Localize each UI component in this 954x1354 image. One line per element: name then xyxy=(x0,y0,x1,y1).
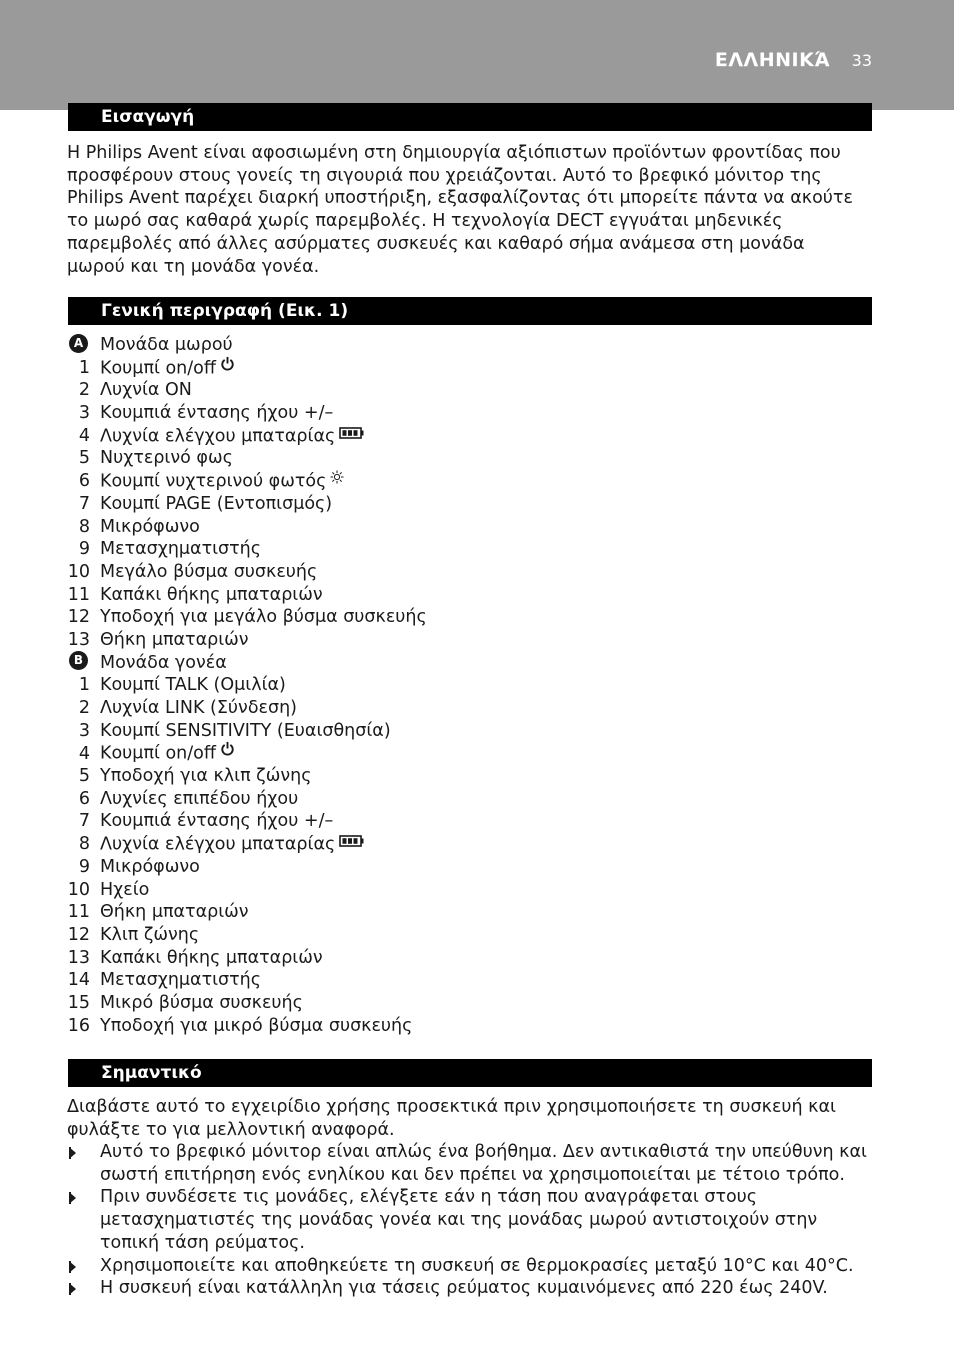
list-item: 13 Θήκη μπαταριών xyxy=(67,629,249,650)
list-item: 3 Κουμπί SENSITIVITY (Ευαισθησία) xyxy=(78,720,391,741)
group-label: Μονάδα γονέα xyxy=(100,652,227,673)
parts-list xyxy=(60,334,860,1037)
section-title: Γενική περιγραφή (Εικ. 1) xyxy=(101,301,349,321)
list-item: 3 Κουμπιά έντασης ήχου +/– xyxy=(78,403,334,424)
list-item: 7 Κουμπί PAGE (Εντοπισμός) xyxy=(78,493,333,514)
list-item: 2 Λυχνία LINK (Σύνδεση) xyxy=(78,698,298,718)
list-item: 4 Λυχνία ελέγχου μπαταρίας xyxy=(60,425,860,448)
list-item: 14 Μετασχηματιστής xyxy=(67,970,262,991)
list-item: 6 Λυχνίες επιπέδου ήχου xyxy=(78,788,299,809)
letter-badge: B xyxy=(69,651,88,670)
list-item: 11 Καπάκι θήκης μπαταριών xyxy=(67,584,323,605)
letter-badge: A xyxy=(69,334,88,353)
power-icon xyxy=(220,740,235,763)
bullet-item: Αυτό το βρεφικό μόνιτορ είναι απλώς ένα βοήθημα. Δεν αντικαθιστά την υπεύθυνη και σωστή επιτήρηση ενός ενηλίκου και δεν πρέπει να χρησιμοποιείται με τέτοιο τρόπο. xyxy=(67,1141,872,1186)
intro-paragraph: Η Philips Avent είναι αφοσιωμένη στη δημιουργία αξιόπιστων προϊόντων φροντίδας που προσφέρουν στους γονείς τη σιγουριά που χρειάζονται. Αυτό το βρεφικό μόνιτορ της Philips Avent παρέχει διαρκή υποστήριξη, εξασφαλίζοντας ότι μπορείτε πάντα να ακούτε το μωρό σας καθαρά χωρίς παρεμβολές. Η τεχνολογία DECT εγγυάται μηδενικές παρεμβολές από άλλες ασύρματες συσκευές και καθαρό σήμα ανάμεσα στη μονάδα μωρού και τη μονάδα γονέα. xyxy=(67,143,853,277)
list-item: 13 Καπάκι θήκης μπαταριών xyxy=(67,947,323,968)
important-bullets xyxy=(67,1141,872,1300)
list-item: 10 Ηχείο xyxy=(67,879,150,900)
bullet-marker-icon xyxy=(69,1283,76,1295)
list-item: 1 Κουμπί TALK (Ομιλία) xyxy=(78,675,286,696)
list-item: 15 Μικρό βύσμα συσκευής xyxy=(67,992,303,1013)
group-header-baby-unit xyxy=(60,334,860,357)
list-item: 16 Υποδοχή για μικρό βύσμα συσκευής xyxy=(67,1015,413,1036)
list-item: 8 Λυχνία ελέγχου μπαταρίας xyxy=(60,833,860,856)
list-item: 5 Υποδοχή για κλιπ ζώνης xyxy=(78,766,312,787)
group-label: Μονάδα μωρού xyxy=(100,335,233,355)
battery-icon xyxy=(339,831,364,854)
power-icon xyxy=(220,355,235,378)
list-item: 2 Λυχνία ON xyxy=(78,380,192,401)
bullet-item: Πριν συνδέσετε τις μονάδες, ελέγξετε εάν η τάση που αναγράφεται στους μετασχηματιστές της μονάδας γονέα και της μονάδας μωρού αντιστοιχούν στην τοπική τάση ρεύματος. xyxy=(67,1186,872,1254)
list-item: 9 Μετασχηματιστής xyxy=(78,539,262,560)
section-title: Σημαντικό xyxy=(101,1063,202,1083)
section-header-intro xyxy=(68,103,872,131)
important-paragraph: Διαβάστε αυτό το εγχειρίδιο χρήσης προσεκτικά πριν χρησιμοποιήσετε τη συσκευή και φυλάξτε το για μελλοντική αναφορά. xyxy=(67,1097,836,1140)
list-item: 12 Υποδοχή για μεγάλο βύσμα συσκευής xyxy=(67,607,427,628)
list-item: 6 Κουμπί νυχτερινού φωτός xyxy=(60,470,860,493)
section-header-overview xyxy=(68,297,872,325)
sun-icon xyxy=(330,468,344,491)
bullet-item: Χρησιμοποιείτε και αποθηκεύετε τη συσκευή σε θερμοκρασίες μεταξύ 10°C και 40°C. xyxy=(67,1255,872,1278)
battery-icon xyxy=(339,423,364,446)
list-item: 4 Κουμπί on/off xyxy=(60,742,860,765)
section-title: Εισαγωγή xyxy=(101,107,195,127)
list-item: 1 Κουμπί on/off xyxy=(60,357,860,380)
group-header-parent-unit xyxy=(60,652,860,675)
section-header-important xyxy=(68,1059,872,1087)
list-item: 11 Θήκη μπαταριών xyxy=(67,902,249,923)
list-item: 8 Μικρόφωνο xyxy=(78,516,200,537)
bullet-marker-icon xyxy=(69,1192,76,1204)
page-number: 33 xyxy=(851,51,872,70)
list-item: 12 Κλιπ ζώνης xyxy=(67,924,200,945)
bullet-marker-icon xyxy=(69,1147,76,1159)
bullet-marker-icon xyxy=(69,1261,76,1273)
list-item: 9 Μικρόφωνο xyxy=(78,856,200,877)
list-item: 5 Νυχτερινό φως xyxy=(78,448,233,469)
language-label: ΕΛΛΗΝΙΚΆ xyxy=(714,49,830,71)
bullet-item: Η συσκευή είναι κατάλληλη για τάσεις ρεύματος κυμαινόμενες από 220 έως 240V. xyxy=(67,1277,872,1300)
page-header-bar xyxy=(0,0,954,110)
list-item: 10 Μεγάλο βύσμα συσκευής xyxy=(67,561,318,582)
list-item: 7 Κουμπιά έντασης ήχου +/– xyxy=(78,811,334,832)
